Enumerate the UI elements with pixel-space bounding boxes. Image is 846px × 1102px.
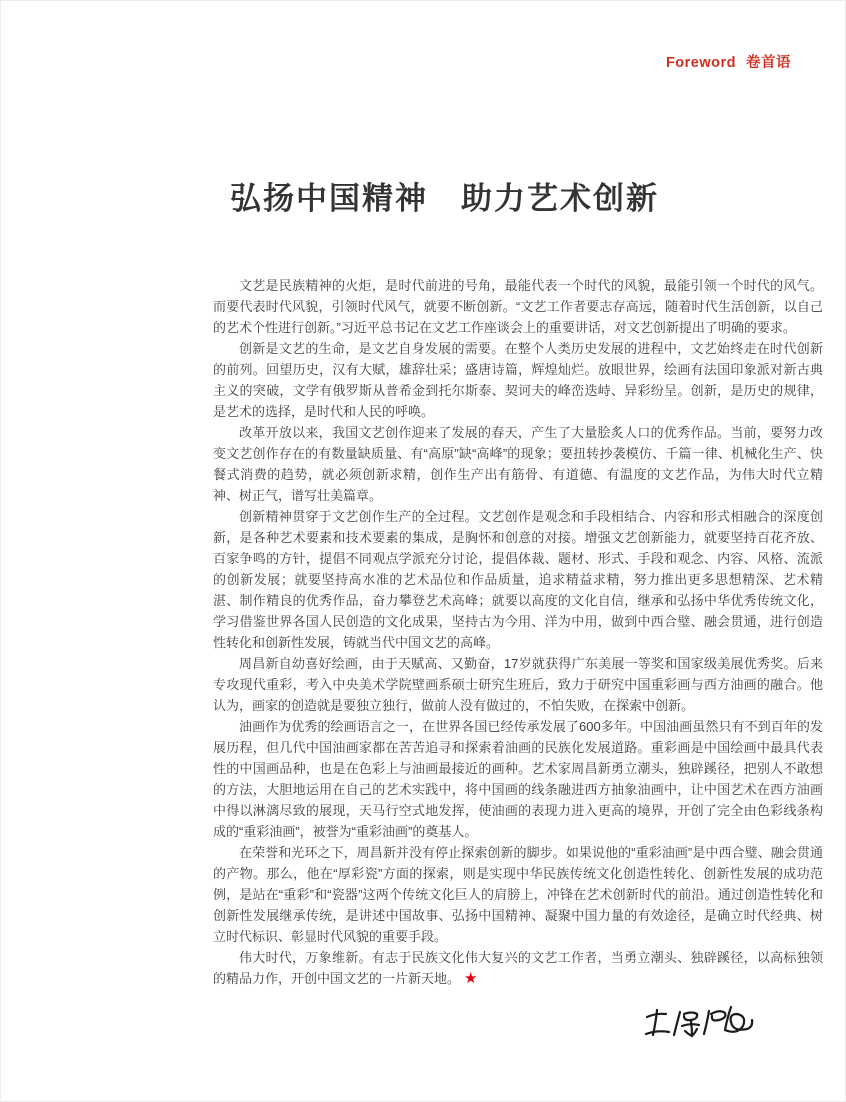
signature [639,1001,759,1051]
section-header [666,51,791,72]
paragraph: 在荣誉和光环之下，周昌新并没有停止探索创新的脚步。如果说他的“重彩油画”是中西合璧、融会贯通的产物。那么，他在“厚彩瓷”方面的探索，则是实现中华民族传统文化创造性转化、创新性发展的成功范例，是站在“重彩”和“瓷器”这两个传统文化巨人的肩膀上，冲锋在艺术创新时代的前沿。通过创造性转化和创新性发展继承传统，是讲述中国故事、弘扬中国精神、凝聚中国力量的有效途径，是确立时代经典、树立时代标识、彰显时代风貌的重要手段。 [213,845,823,944]
paragraph [213,947,823,989]
paragraph: 创新是文艺的生命，是文艺自身发展的需要。在整个人类历史发展的进程中，文艺始终走在时代创新的前列。回望历史，汉有大赋，雄辞壮采；盛唐诗篇，辉煌灿烂。放眼世界，绘画有法国印象派对新古典主义的突破，文学有俄罗斯从普希金到托尔斯泰、契诃夫的峰峦迭峙、异彩纷呈。创新，是历史的规律，是艺术的选择，是时代和人民的呼唤。 [213,341,823,419]
paragraph: 改革开放以来，我国文艺创作迎来了发展的春天，产生了大量脍炙人口的优秀作品。当前，要努力改变文艺创作存在的有数量缺质量、有“高原”缺“高峰”的现象；要扭转抄袭模仿、千篇一律、机械化生产、快餐式消费的趋势，就必须创新求精，创作生产出有筋骨、有道德、有温度的文艺作品，为伟大时代立精神、树正气，谱写壮美篇章。 [213,425,823,503]
section-header-zh: 卷首语 [746,55,791,71]
paragraph: 创新精神贯穿于文艺创作生产的全过程。文艺创作是观念和手段相结合、内容和形式相融合的深度创新，是各种艺术要素和技术要素的集成，是胸怀和创意的对接。增强文艺创新能力，就要坚持百花齐放、百家争鸣的方针，提倡不同观点学派充分讨论，提倡体裁、题材、形式、手段和观念、内容、风格、流派的创新发展；就要坚持高水准的艺术品位和作品质量，追求精益求精，努力推出更多思想精深、艺术精湛、制作精良的优秀作品，奋力攀登艺术高峰；就要以高度的文化自信，继承和弘扬中华优秀传统文化，学习借鉴世界各国人民创造的文化成果，坚持古为今用、洋为中用，做到中西合璧、融会贯通，进行创造性转化和创新性发展，铸就当代中国文艺的高峰。 [213,509,823,650]
article-body [213,275,823,989]
paragraph: 油画作为优秀的绘画语言之一，在世界各国已经传承发展了600多年。中国油画虽然只有不到百年的发展历程，但几代中国油画家都在苦苦追寻和探索着油画的民族化发展道路。重彩画是中国绘画中最具代表性的中国画品种，也是在色彩上与油画最接近的画种。艺术家周昌新勇立潮头，独辟蹊径，把别人不敢想的方法，大胆地运用在自己的艺术实践中，将中国画的线条融进西方抽象油画中，让中国艺术在西方油画中得以淋漓尽致的展现，天马行空式地发挥，使油画的表现力进入更高的境界，开创了完全由色彩线条构成的“重彩油画”，被誉为“重彩油画”的奠基人。 [213,719,823,839]
article-title: 弘扬中国精神 助力艺术创新 [230,181,659,216]
paragraph: 周昌新自幼喜好绘画，由于天赋高、又勤奋，17岁就获得广东美展一等奖和国家级美展优秀奖。后来专攻现代重彩，考入中央美术学院壁画系硕士研究生班后，致力于研究中国重彩画与西方油画的融合。他认为，画家的创造就是要独立独行，做前人没有做过的，不怕失败，在探索中创新。 [213,656,823,713]
end-star-icon: ★ [464,970,478,987]
paragraph-text: 伟大时代，万象维新。有志于民族文化伟大复兴的文艺工作者，当勇立潮头、独辟蹊径，以高标独领的精品力作，开创中国文艺的一片新天地。 [213,950,823,986]
signature-handwriting [639,1001,759,1051]
paragraph: 文艺是民族精神的火炬，是时代前进的号角，最能代表一个时代的风貌，最能引领一个时代的风气。而要代表时代风貌，引领时代风气，就要不断创新。“文艺工作者要志存高远，随着时代生活创新，以自己的艺术个性进行创新。”习近平总书记在文艺工作座谈会上的重要讲话，对文艺创新提出了明确的要求。 [213,278,823,335]
section-header-en: Foreword [665,55,736,71]
